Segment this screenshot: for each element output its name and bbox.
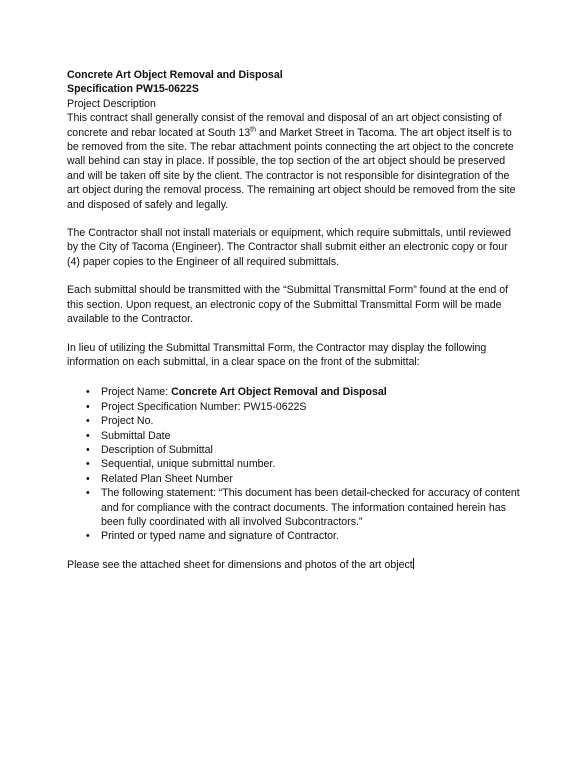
description-text-end: and Market Street in Tacoma. The art object itself is to be removed from the site. The rebar attachment points connecting the art object to the concrete wall behind can stay in place. If possible, the top section of the art object should be preserved and will be taken off site by the client. The contractor is not responsible for disintegration of the art object during the removal process. The remaining art object should be removed from the site and disposed of safely and legally. <box>67 126 516 211</box>
list-item <box>67 472 522 486</box>
bullet-icon: • <box>86 487 90 500</box>
closing-paragraph[interactable] <box>67 558 522 572</box>
list-item <box>67 385 522 399</box>
transmittal-form-paragraph: Each submittal should be transmitted with the “Submittal Transmittal Form” found at the end of this section. Upon request, an electronic copy of the Submittal Transmittal Form will be made available to the Contractor. <box>67 284 509 326</box>
submittal-info-list <box>67 385 522 543</box>
bullet-icon: • <box>86 458 90 471</box>
list-item-text: Sequential, unique submittal number. <box>101 458 276 471</box>
list-item-value: Concrete Art Object Removal and Disposal <box>171 386 387 399</box>
document-body <box>67 68 522 572</box>
list-item <box>67 443 522 457</box>
list-item-text: Project No. <box>101 415 154 428</box>
list-item-text: Description of Submittal <box>101 443 213 456</box>
document-title: Concrete Art Object Removal and Disposal <box>67 69 283 81</box>
specification-number: Specification PW15-0622S <box>67 83 199 96</box>
list-item-text: The following statement: “This document has been detail-checked for accuracy of content and for compliance with the contract documents. The information contained herein has been fully coordinated with all involved Subcontractors.” <box>101 487 520 528</box>
ordinal-superscript: th <box>250 126 257 134</box>
project-description-paragraph <box>67 111 522 212</box>
list-item-text: Printed or typed name and signature of Contractor. <box>101 530 339 543</box>
list-item-text: Project Specification Number: PW15-0622S <box>101 400 307 413</box>
bullet-icon: • <box>86 415 90 428</box>
bullet-icon: • <box>86 429 90 442</box>
bullet-icon: • <box>86 472 90 485</box>
list-item-text: Submittal Date <box>101 429 171 442</box>
list-item <box>67 486 522 529</box>
text-cursor <box>413 558 414 569</box>
list-item <box>67 529 522 543</box>
closing-text: Please see the attached sheet for dimensions and photos of the art object <box>67 558 413 571</box>
bullet-icon: • <box>86 386 90 399</box>
list-item <box>67 429 522 443</box>
section-heading: Project Description <box>67 97 156 110</box>
description-text-start: This contract shall generally consist of the removal and disposal of an art object consisting of concrete and rebar located at South 13 <box>67 112 502 139</box>
alternative-info-paragraph: In lieu of utilizing the Submittal Transmittal Form, the Contractor may display the following information on each submittal, in a clear space on the front of the submittal: <box>67 341 487 368</box>
list-item <box>67 414 522 428</box>
list-item <box>67 400 522 414</box>
bullet-icon: • <box>86 400 90 413</box>
list-item-label: Project Name: <box>101 386 172 399</box>
submittals-paragraph: The Contractor shall not install materials or equipment, which require submittals, until reviewed by the City of Tacoma (Engineer). The Contractor shall submit either an electronic copy or four (4) paper copies to the Engineer of all required submittals. <box>67 227 511 268</box>
list-item <box>67 457 522 471</box>
bullet-icon: • <box>86 443 90 456</box>
list-item-text: Related Plan Sheet Number <box>101 472 233 485</box>
bullet-icon: • <box>86 530 90 543</box>
